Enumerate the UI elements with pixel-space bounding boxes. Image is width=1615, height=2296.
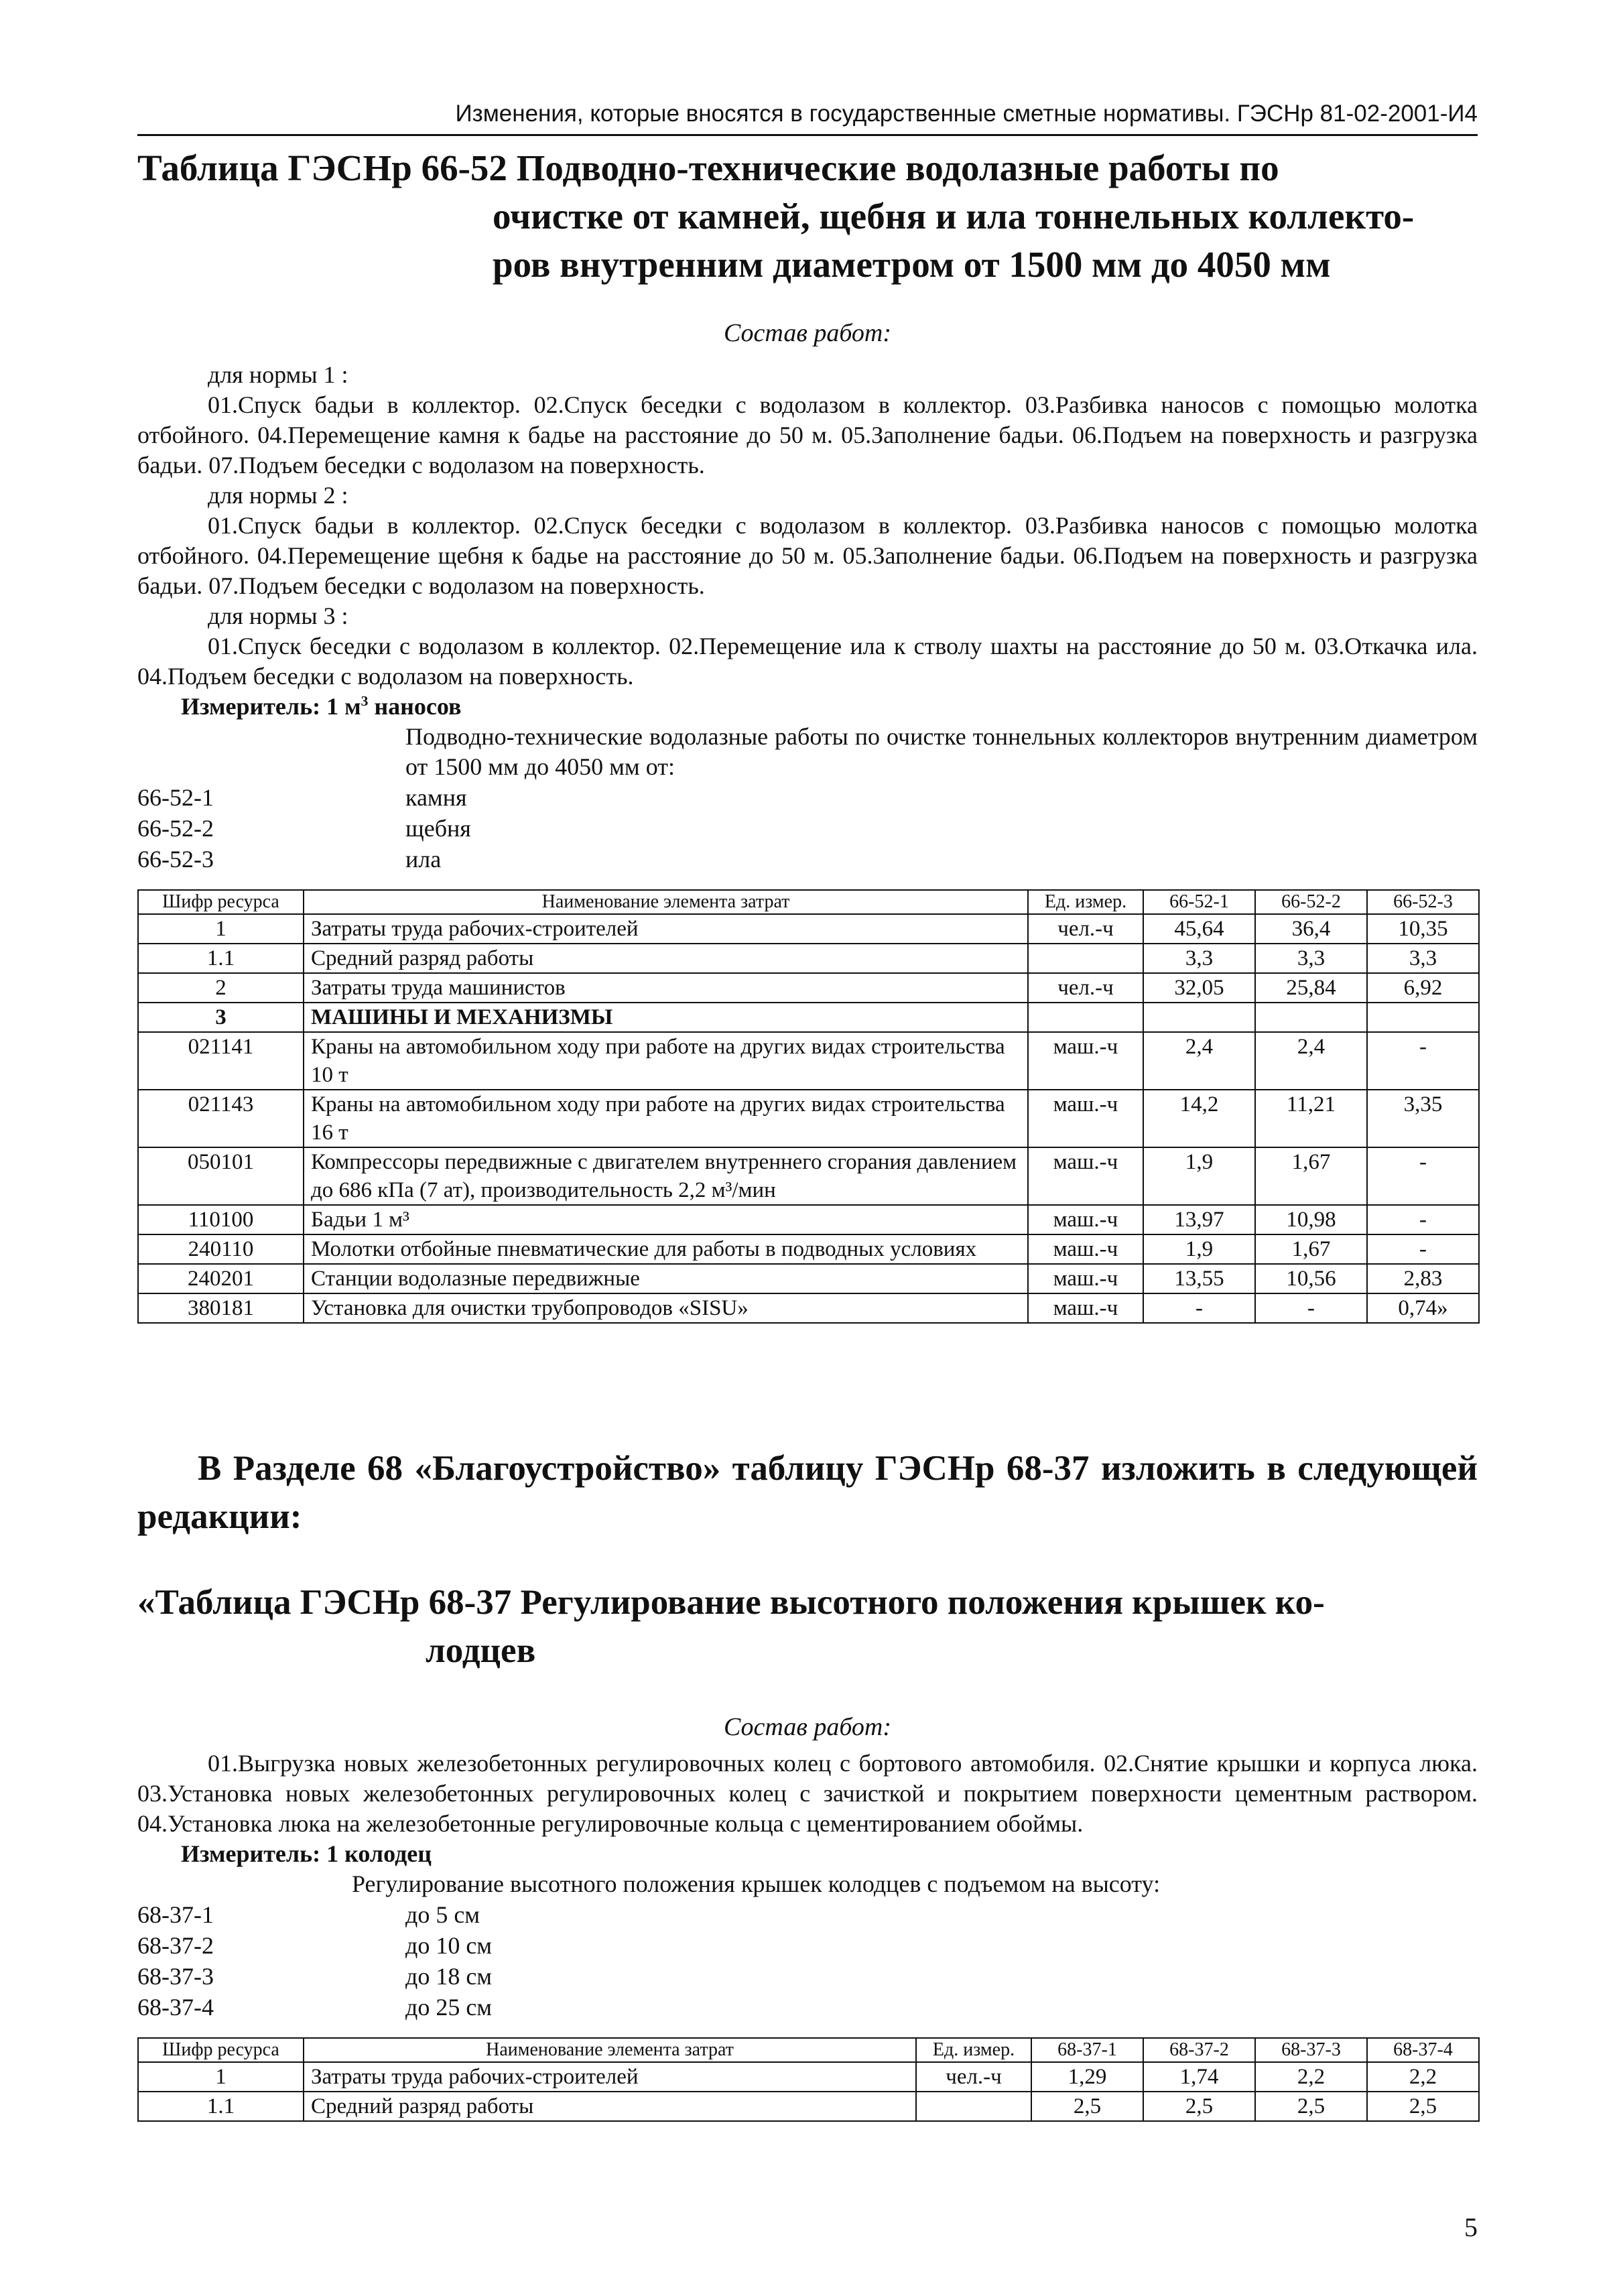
- table1-title: [137, 144, 1478, 289]
- cell-name: Затраты труда рабочих-строителей: [304, 2062, 916, 2092]
- cell-value: [1255, 1003, 1367, 1032]
- code-name: до 10 см: [405, 1932, 493, 1959]
- cell-value: 3,3: [1367, 944, 1479, 973]
- cell-value: 1,74: [1143, 2062, 1255, 2092]
- measure-value: 1 колодец: [326, 1840, 432, 1867]
- table2-title: [137, 1578, 1478, 1675]
- code: 68-37-1: [137, 1901, 214, 1928]
- cell-unit: маш.-ч: [1028, 1293, 1143, 1323]
- code-row: [137, 1930, 1478, 1961]
- cell-value: -: [1367, 1234, 1479, 1264]
- code-row: [137, 1992, 1478, 2023]
- cell-value: 2,2: [1367, 2062, 1479, 2092]
- measure-sup: 3: [361, 693, 369, 709]
- cell-name: Затраты труда машинистов: [304, 973, 1028, 1003]
- code-row: [137, 1899, 1478, 1930]
- norm3-text: 01.Спуск беседки с водолазом в коллектор. 02.Перемещение ила к стволу шахты на расстояние до 50 м. 03.Откачка ила. 04.Подъем беседки с водолазом на поверхность.: [137, 633, 1478, 690]
- table-row: [138, 2092, 1479, 2121]
- cell-value: -: [1367, 1205, 1479, 1234]
- table-row: [138, 1147, 1479, 1205]
- cell-unit: маш.-ч: [1028, 1090, 1143, 1147]
- cell-value: 2,5: [1367, 2092, 1479, 2121]
- section68-heading: В Разделе 68 «Благоустройство» таблицу ГЭСНр 68-37 изложить в следующей редакции:: [137, 1449, 1478, 1536]
- code-name: до 18 см: [405, 1963, 493, 1990]
- table1-title-line1: Таблица ГЭСНр 66-52 Подводно-технические водолазные работы по: [137, 147, 1279, 188]
- cell-name: Станции водолазные передвижные: [304, 1264, 1028, 1293]
- table-row: [138, 1234, 1479, 1264]
- table-row: [138, 1032, 1479, 1090]
- cell-value: 45,64: [1143, 914, 1255, 944]
- cell-value: 3,3: [1255, 944, 1367, 973]
- table-row: [138, 914, 1479, 944]
- cell-value: [1367, 1003, 1479, 1032]
- col-header: 68-37-4: [1367, 2038, 1479, 2062]
- cell-code: 240201: [138, 1264, 304, 1293]
- page-number: 5: [1464, 2212, 1478, 2242]
- cell-value: -: [1255, 1293, 1367, 1323]
- composition-text: 01.Выгрузка новых железобетонных регулировочных колец с бортового автомобиля. 02.Снятие крышки и корпуса люка. 03.Установка новых железобетонных регулировочных колец с зачисткой и покрытием поверхности цементным раствором. 04.Установка люка на железобетонные регулировочные кольца с цементированием обоймы.: [137, 1750, 1478, 1837]
- code-name: камня: [405, 784, 467, 811]
- cell-value: 13,55: [1143, 1264, 1255, 1293]
- code-row: [137, 1961, 1478, 1992]
- code-row: [137, 782, 1478, 813]
- cell-name: Затраты труда рабочих-строителей: [304, 914, 1028, 944]
- cell-value: 2,5: [1031, 2092, 1143, 2121]
- norm2-label: для нормы 2 :: [208, 482, 348, 509]
- table1-title-line3: ров внутренним диаметром от 1500 мм до 4050 мм: [493, 244, 1331, 285]
- cell-unit: [1028, 1003, 1143, 1032]
- cell-code: 380181: [138, 1293, 304, 1323]
- col-header: 68-37-1: [1031, 2038, 1143, 2062]
- cell-code: 240110: [138, 1234, 304, 1264]
- table-section-row: [138, 1003, 1479, 1032]
- cell-value: 2,83: [1367, 1264, 1479, 1293]
- cell-code: 050101: [138, 1147, 304, 1205]
- code: 66-52-1: [137, 784, 214, 811]
- running-header: Изменения, которые вносятся в государственные сметные нормативы. ГЭСНр 81-02-2001-И4: [137, 94, 1478, 136]
- norm2-text: 01.Спуск бадьи в коллектор. 02.Спуск беседки с водолазом в коллектор. 03.Разбивка наносов с помощью молотка отбойного. 04.Перемещение щебня к бадье на расстояние до 50 м. 05.Заполнение бадьи. 06.Подъем на поверхность и разгрузка бадьи. 07.Подъем беседки с водолазом на поверхность.: [137, 512, 1478, 599]
- cell-name: Компрессоры передвижные с двигателем внутреннего сгорания давлением до 686 кПа (7 ат), производительность 2,2 м³/мин: [304, 1147, 1028, 1205]
- code: 66-52-3: [137, 846, 214, 873]
- cell-name: Молотки отбойные пневматические для работы в подводных условиях: [304, 1234, 1028, 1264]
- cell-value: 1,67: [1255, 1147, 1367, 1205]
- code-name: ила: [405, 846, 442, 873]
- col-header: 68-37-2: [1143, 2038, 1255, 2062]
- cell-value: 1,67: [1255, 1234, 1367, 1264]
- cell-value: 36,4: [1255, 914, 1367, 944]
- cell-value: 3,35: [1367, 1090, 1479, 1147]
- cell-name: Установка для очистки трубопроводов «SISU»: [304, 1293, 1028, 1323]
- cell-value: 13,97: [1143, 1205, 1255, 1234]
- table-row: [138, 2062, 1479, 2092]
- cell-value: 2,5: [1255, 2092, 1367, 2121]
- cell-unit: [1028, 944, 1143, 973]
- cell-unit: чел.-ч: [1028, 914, 1143, 944]
- table-row: [138, 1090, 1479, 1147]
- cell-value: 10,56: [1255, 1264, 1367, 1293]
- cell-value: 2,2: [1255, 2062, 1367, 2092]
- cell-value: 2,5: [1143, 2092, 1255, 2121]
- cell-value: 32,05: [1143, 973, 1255, 1003]
- col-header: Наименование элемента затрат: [304, 2038, 916, 2062]
- table2-intro: Регулирование высотного положения крышек колодцев с подъемом на высоту:: [352, 1870, 1161, 1897]
- cell-unit: маш.-ч: [1028, 1234, 1143, 1264]
- cell-value: 11,21: [1255, 1090, 1367, 1147]
- measure-label: Измеритель:: [181, 1840, 321, 1867]
- cell-value: 0,74»: [1367, 1293, 1479, 1323]
- cell-code: 1: [138, 914, 304, 944]
- cell-value: 3,3: [1143, 944, 1255, 973]
- cell-value: [1143, 1003, 1255, 1032]
- cell-value: -: [1367, 1147, 1479, 1205]
- col-header: 66-52-3: [1367, 890, 1479, 914]
- cell-value: 6,92: [1367, 973, 1479, 1003]
- cell-value: 25,84: [1255, 973, 1367, 1003]
- code: 68-37-2: [137, 1932, 214, 1959]
- col-header: 66-52-1: [1143, 890, 1255, 914]
- table1-composition: [137, 318, 1478, 1324]
- col-header: 66-52-2: [1255, 890, 1367, 914]
- composition-heading: Состав работ:: [723, 1713, 892, 1741]
- cell-unit: маш.-ч: [1028, 1147, 1143, 1205]
- code-row: [137, 844, 1478, 875]
- code-row: [137, 813, 1478, 844]
- cell-unit: маш.-ч: [1028, 1032, 1143, 1090]
- cell-name: Средний разряд работы: [304, 2092, 916, 2121]
- cell-value: -: [1367, 1032, 1479, 1090]
- cell-code: 2: [138, 973, 304, 1003]
- code: 68-37-4: [137, 1994, 214, 2021]
- cell-value: 10,35: [1367, 914, 1479, 944]
- cell-code: 1.1: [138, 2092, 304, 2121]
- cell-value: 1,9: [1143, 1234, 1255, 1264]
- col-header: Ед. измер.: [1028, 890, 1143, 914]
- cell-code: 021143: [138, 1090, 304, 1147]
- measure-label: Измеритель:: [181, 693, 321, 720]
- cell-value: 1,29: [1031, 2062, 1143, 2092]
- measure-line: [137, 1839, 1478, 1869]
- col-header: 68-37-3: [1255, 2038, 1367, 2062]
- resource-table-66-52: [137, 889, 1480, 1324]
- table-row: [138, 1293, 1479, 1323]
- measure-line: [137, 692, 1478, 722]
- cell-code: 021141: [138, 1032, 304, 1090]
- col-header: Шифр ресурса: [138, 2038, 304, 2062]
- code: 66-52-2: [137, 815, 214, 842]
- norm3-label: для нормы 3 :: [208, 602, 348, 629]
- cell-unit: [916, 2092, 1031, 2121]
- composition-heading: Состав работ:: [723, 319, 892, 347]
- table2-composition: [137, 1712, 1478, 2122]
- cell-unit: маш.-ч: [1028, 1205, 1143, 1234]
- cell-name: Средний разряд работы: [304, 944, 1028, 973]
- col-header: Наименование элемента затрат: [304, 890, 1028, 914]
- code: 68-37-3: [137, 1963, 214, 1990]
- cell-code: 1: [138, 2062, 304, 2092]
- table-header-row: [138, 890, 1479, 914]
- cell-name: Краны на автомобильном ходу при работе на других видах строительства 16 т: [304, 1090, 1028, 1147]
- cell-unit: чел.-ч: [916, 2062, 1031, 2092]
- norm1-text: 01.Спуск бадьи в коллектор. 02.Спуск беседки с водолазом в коллектор. 03.Разбивка наносов с помощью молотка отбойного. 04.Перемещение камня к бадье на расстояние до 50 м. 05.Заполнение бадьи. 06.Подъем на поверхность и разгрузка бадьи. 07.Подъем беседки с водолазом на поверхность.: [137, 391, 1478, 479]
- cell-code: 110100: [138, 1205, 304, 1234]
- table2-title-line1: «Таблица ГЭСНр 68-37 Регулирование высотного положения крышек ко-: [137, 1583, 1325, 1622]
- measure-value: 1 м: [326, 693, 361, 720]
- code-name: щебня: [405, 815, 471, 842]
- cell-unit: чел.-ч: [1028, 973, 1143, 1003]
- cell-name: Бадьи 1 м³: [304, 1205, 1028, 1234]
- cell-value: 2,4: [1143, 1032, 1255, 1090]
- table-row: [138, 973, 1479, 1003]
- table-row: [138, 1205, 1479, 1234]
- cell-value: 14,2: [1143, 1090, 1255, 1147]
- table2-title-line2: лодцев: [426, 1631, 536, 1670]
- cell-code: 1.1: [138, 944, 304, 973]
- table-row: [138, 1264, 1479, 1293]
- cell-code: 3: [138, 1003, 304, 1032]
- code-name: до 5 см: [405, 1901, 480, 1928]
- measure-tail: наносов: [374, 693, 462, 720]
- col-header: Ед. измер.: [916, 2038, 1031, 2062]
- cell-name: МАШИНЫ И МЕХАНИЗМЫ: [304, 1003, 1028, 1032]
- cell-value: 10,98: [1255, 1205, 1367, 1234]
- cell-name: Краны на автомобильном ходу при работе на других видах строительства 10 т: [304, 1032, 1028, 1090]
- resource-table-68-37: [137, 2037, 1480, 2122]
- table-row: [138, 944, 1479, 973]
- col-header: Шифр ресурса: [138, 890, 304, 914]
- cell-value: 2,4: [1255, 1032, 1367, 1090]
- cell-value: 1,9: [1143, 1147, 1255, 1205]
- cell-unit: маш.-ч: [1028, 1264, 1143, 1293]
- norm1-label: для нормы 1 :: [208, 361, 348, 388]
- code-name: до 25 см: [405, 1994, 493, 2021]
- cell-value: -: [1143, 1293, 1255, 1323]
- table-header-row: [138, 2038, 1479, 2062]
- table1-title-line2: очистке от камней, щебня и ила тоннельных коллекто-: [493, 196, 1415, 237]
- table1-intro: Подводно-технические водолазные работы по очистке тоннельных коллекторов внутренним диаметром от 1500 мм до 4050 мм от:: [405, 723, 1478, 780]
